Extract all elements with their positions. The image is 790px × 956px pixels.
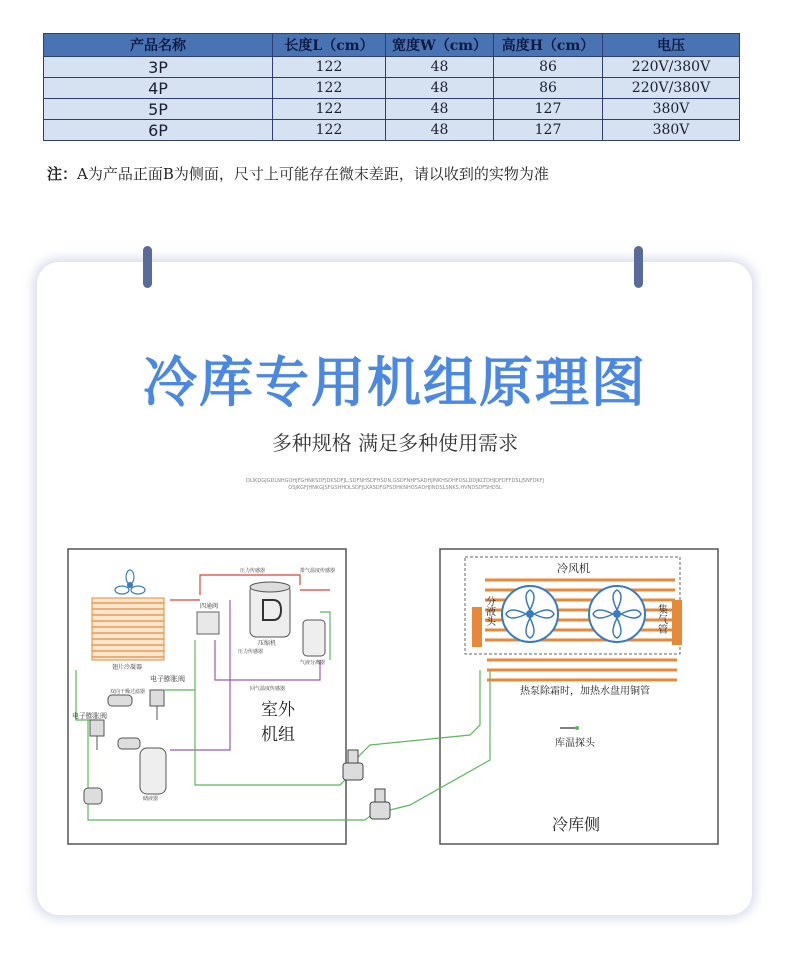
card-subtitle: 多种规格 满足多种使用需求 bbox=[271, 431, 519, 455]
check-valve bbox=[118, 738, 140, 749]
fine-print-line: OSJKGFJHNKGJSFGSHHOLSDFJLKASDFGFSDHKNHOSADHJINDSLSNKS,HVNDSDFSHDSL bbox=[288, 485, 502, 491]
air-cooler-label: 冷风机 bbox=[557, 562, 590, 575]
cell-width: 48 bbox=[386, 78, 494, 99]
drier-small bbox=[84, 788, 102, 804]
electronic-expansion-valve bbox=[150, 690, 164, 720]
accumulator-label: 储液器 bbox=[143, 796, 159, 802]
cell-length: 122 bbox=[273, 120, 386, 141]
cell-voltage: 380V bbox=[603, 99, 740, 120]
cell-model: 3P bbox=[44, 57, 273, 78]
cell-voltage: 380V bbox=[603, 120, 740, 141]
gas-liquid-separator bbox=[303, 620, 325, 656]
outdoor-unit-label: 室外 bbox=[261, 700, 295, 720]
expansion-valve-label: 电子膨胀阀 bbox=[72, 712, 107, 720]
gas-header-label: 集气管 bbox=[655, 604, 667, 634]
gas-header-pipe bbox=[672, 600, 682, 645]
header-length: 长度L（cm） bbox=[273, 34, 386, 57]
compressor-label: 压缩机 bbox=[258, 640, 277, 647]
dryer-filter bbox=[108, 695, 132, 706]
fine-print-line: OLIKDGJGDLNHGOHJFGHNKSDFJDKSDFJL,SDFNHSDFHSDN,GSDFNHFSADHJINKHSDHFOSLDDJKLTDHJDFDFFDSLJSNFDKFJ bbox=[245, 478, 545, 484]
outdoor-unit-label: 机组 bbox=[261, 725, 295, 745]
card-title: 冷库专用机组原理图 bbox=[143, 351, 647, 414]
cell-height: 86 bbox=[494, 78, 603, 99]
cell-voltage: 220V/380V bbox=[603, 78, 740, 99]
cell-height: 127 bbox=[494, 120, 603, 141]
four-way-valve-label: 四通阀 bbox=[200, 603, 219, 610]
fin-condenser-label: 翅片冷凝器 bbox=[112, 664, 143, 671]
cell-width: 48 bbox=[386, 120, 494, 141]
cell-model: 5P bbox=[44, 99, 273, 120]
expansion-valve-label: 电子膨胀阀 bbox=[150, 675, 185, 683]
header-height: 高度H（cm） bbox=[494, 34, 603, 57]
cell-model: 4P bbox=[44, 78, 273, 99]
suction-sensor-label: 回气温度传感器 bbox=[250, 686, 286, 692]
condenser-fan-icon bbox=[115, 570, 145, 594]
note-prefix: 注： bbox=[47, 165, 78, 183]
compressor bbox=[250, 582, 290, 637]
cell-model: 6P bbox=[44, 120, 273, 141]
pressure-sensor-label: 压力传感器 bbox=[240, 568, 266, 574]
exhaust-sensor-label: 排气温度传感器 bbox=[300, 568, 336, 574]
room-probe-icon bbox=[560, 726, 579, 730]
cold-storage-side-label: 冷库侧 bbox=[552, 815, 601, 834]
room-probe-label: 库温探头 bbox=[555, 738, 595, 749]
header-width: 宽度W（cm） bbox=[386, 34, 494, 57]
header-product-name: 产品名称 bbox=[44, 34, 273, 57]
cell-length: 122 bbox=[273, 99, 386, 120]
liquid-header-pipe bbox=[472, 607, 482, 647]
drain-pan-heater-pipe bbox=[487, 660, 677, 680]
fin-condenser bbox=[92, 598, 164, 660]
defrost-note: 热泵除霜时，加热水盘用铜管 bbox=[520, 686, 650, 697]
separator-label: 气液分离器 bbox=[300, 660, 326, 666]
suction-pipes bbox=[170, 600, 320, 750]
cell-length: 122 bbox=[273, 57, 386, 78]
cell-width: 48 bbox=[386, 99, 494, 120]
pressure-sensor-label: 压力传感器 bbox=[238, 649, 264, 655]
note-text: A为产品正面B为侧面，尺寸上可能存在微末差距，请以收到的实物为准 bbox=[77, 165, 549, 183]
cell-length: 122 bbox=[273, 78, 386, 99]
cell-height: 127 bbox=[494, 99, 603, 120]
cell-height: 86 bbox=[494, 57, 603, 78]
evaporator-fan-icon bbox=[502, 586, 558, 642]
header-voltage: 电压 bbox=[603, 34, 740, 57]
cell-voltage: 220V/380V bbox=[603, 57, 740, 78]
stop-valve bbox=[370, 789, 390, 819]
electronic-expansion-valve bbox=[90, 720, 104, 750]
evaporator-fan-icon bbox=[589, 586, 645, 642]
filter-label: 双向干燥过滤器 bbox=[110, 689, 146, 695]
liquid-receiver bbox=[140, 748, 166, 794]
cell-width: 48 bbox=[386, 57, 494, 78]
liquid-header-label: 分液头 bbox=[483, 596, 495, 626]
four-way-valve bbox=[197, 612, 219, 634]
